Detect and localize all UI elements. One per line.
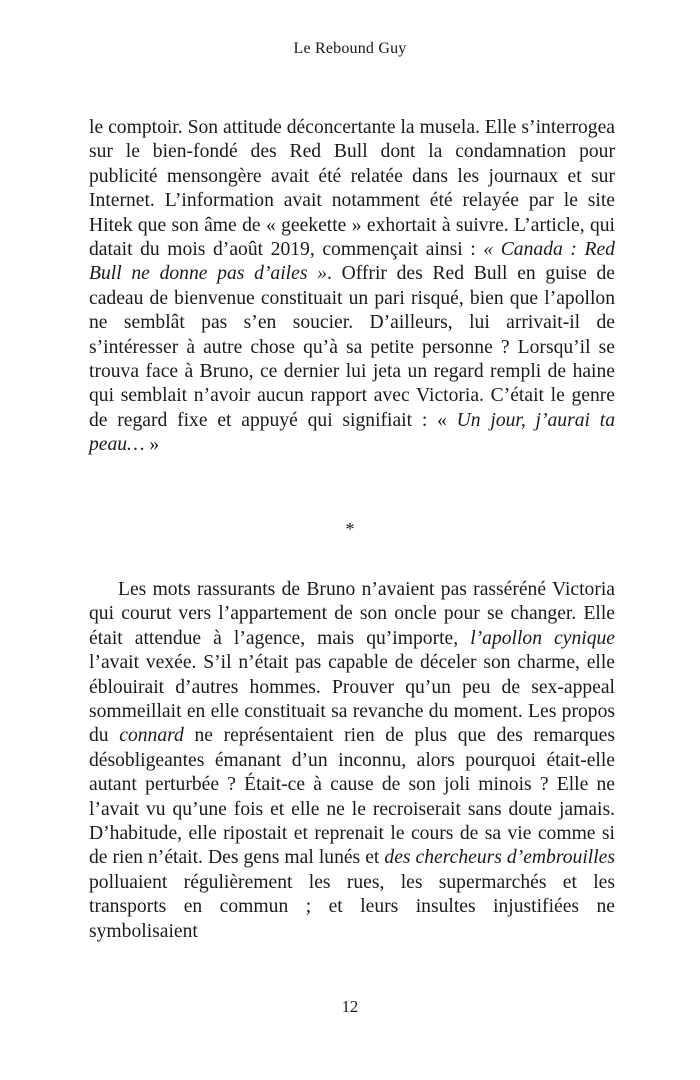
text-run: polluaient régulièrement les rues, les supermarchés et les transports en commun ; et leurs insultes injustifiées ne symbolisaient — [89, 871, 615, 942]
paragraph — [89, 578, 615, 944]
italic-quote: Un jour, j’aurai ta peau… — [89, 409, 615, 456]
italic-phrase: l’apollon cynique — [470, 627, 615, 649]
text-run: le comptoir. Son attitude déconcertante la musela. Elle s’interrogea sur le bien-fondé des Red Bull dont la condamnation pour publicité mensongère avait été relatée dans les journaux et sur Internet. L’information avait notamment été relayée par le site Hitek que son âme de « geekette » exhortait à suivre. L’article, qui datait du mois d’août 2019, commençait ainsi : — [89, 117, 615, 261]
text-run: ne représentaient rien de plus que des remarques désobligeantes émanant d’un inconnu, alors pourquoi était-elle autant perturbée ? Était-ce à cause de son joli minois ? Elle ne l’avait vu qu’une fois et elle ne le recroiserait sans doute jamais. D’habitude, elle ripostait et reprenait le cours de sa vie comme si de rien n’était. Des gens mal lunés et — [89, 725, 616, 869]
paragraph — [89, 116, 615, 458]
body-passage-2 — [89, 578, 615, 944]
italic-quote: « Canada : Red Bull ne donne pas d’ailes » — [89, 239, 615, 285]
running-header: Le Rebound Guy — [293, 40, 407, 57]
text-run: l’avait vexée. S’il n’était pas capable de déceler son charme, elle éblouirait d’autres hommes. Prouver qu’un peu de sex-appeal sommeillait en elle constituait sa revanche du moment. Les propos du — [89, 652, 615, 747]
italic-phrase: connard — [119, 725, 184, 747]
page-number: 12 — [341, 997, 359, 1016]
body-passage-1 — [89, 116, 615, 458]
italic-phrase: des chercheurs d’embrouilles — [384, 847, 615, 869]
text-run: » — [144, 434, 160, 456]
text-run: Les mots rassurants de Bruno n’avaient pas rasséréné Victoria qui courut vers l’appartement de son oncle pour se changer. Elle était attendue à l’agence, mais qu’importe, — [89, 579, 615, 649]
section-break-asterisk: * — [345, 519, 355, 539]
text-run: . Offrir des Red Bull en guise de cadeau de bienvenue constituait un pari risqué, bien que l’apollon ne semblât pas s’en soucier. D’ailleurs, lui arrivait-il de s’intéresser à autre chose qu’à sa petite personne ? Lorsqu’il se trouva face à Bruno, ce dernier lui jeta un regard rempli de haine qui semblait n’avoir aucun rapport avec Victoria. C’était le genre de regard fixe et appuyé qui signifiait : « — [89, 263, 615, 431]
